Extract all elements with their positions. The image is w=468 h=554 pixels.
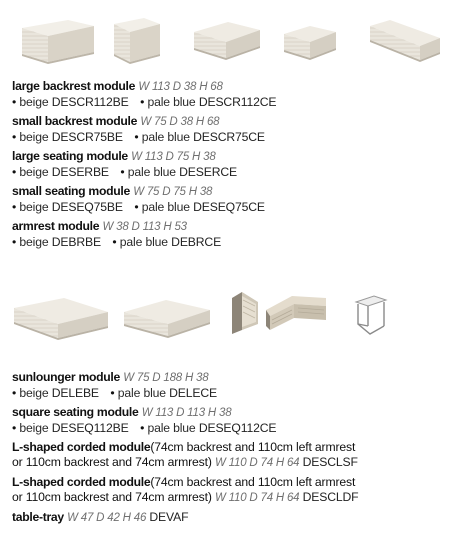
product-entry-l-shaped-right [12, 475, 464, 506]
variant-color: pale blue [127, 165, 176, 179]
variant-color: pale blue [147, 421, 196, 435]
bullet-icon: • [12, 200, 17, 214]
bullet-icon: • [134, 130, 139, 144]
variant-code: DESCR112CE [198, 95, 277, 109]
product-name: large seating module [12, 149, 128, 163]
bullet-icon: • [12, 421, 17, 435]
variant-color: beige [19, 235, 49, 249]
bullet-icon: • [120, 165, 125, 179]
product-code: DESCLDF [302, 490, 359, 504]
product-dimensions: W 113 D 75 H 38 [131, 151, 216, 163]
variant-code: DESEQ75CE [193, 200, 265, 214]
variant-code: DESERBE [51, 165, 109, 179]
large-seating-module-image [190, 16, 264, 64]
product-name: table-tray [12, 510, 64, 524]
product-entry [12, 114, 464, 145]
variant-color: pale blue [147, 95, 196, 109]
variant-code: DEBRCE [171, 235, 222, 249]
bullet-icon: • [12, 235, 17, 249]
bullet-icon: • [112, 235, 117, 249]
product-entry [12, 149, 464, 180]
product-entry [12, 219, 464, 250]
table-tray-image [350, 294, 390, 338]
product-code: DEVAF [149, 510, 189, 524]
variant-code: DESCR75CE [193, 130, 265, 144]
variant-code: DESCR75BE [51, 130, 123, 144]
product-dimensions: W 75 D 188 H 38 [123, 372, 209, 384]
product-name: L-shaped corded module [12, 475, 151, 489]
large-backrest-module-image [18, 14, 98, 66]
variant-color: beige [19, 130, 49, 144]
product-entry-sunlounger [12, 370, 464, 401]
variant-code: DELEBE [51, 386, 99, 400]
product-name: sunlounger module [12, 370, 120, 384]
bullet-icon: • [12, 130, 17, 144]
variant-code: DESEQ112BE [51, 421, 129, 435]
top-product-images [0, 0, 468, 72]
product-description: (74cm backrest and 110cm left armrest [150, 440, 356, 454]
product-code: DESCLSF [302, 455, 358, 469]
product-entry-table-tray [12, 510, 464, 526]
product-name: square seating module [12, 405, 139, 419]
bottom-product-list [12, 370, 464, 526]
variant-code: DESEQ112CE [198, 421, 277, 435]
variant-color: beige [19, 421, 49, 435]
variant-color: beige [19, 95, 49, 109]
variant-color: pale blue [117, 386, 166, 400]
variant-code: DEBRBE [51, 235, 101, 249]
bullet-icon: • [140, 421, 145, 435]
bottom-product-images [0, 284, 468, 350]
product-dimensions: W 75 D 75 H 38 [133, 186, 213, 198]
product-name: large backrest module [12, 79, 136, 93]
sunlounger-module-image [12, 294, 110, 342]
variant-code: DESEQ75BE [51, 200, 123, 214]
small-seating-module-image [280, 20, 340, 62]
product-dimensions: W 113 D 38 H 68 [138, 81, 223, 93]
variant-code: DELECE [169, 386, 218, 400]
product-entry-square-seating [12, 405, 464, 436]
product-dimensions: W 113 D 113 H 38 [141, 407, 232, 419]
product-description: or 110cm backrest and 74cm armrest) [12, 490, 212, 504]
variant-code: DESCR112BE [51, 95, 129, 109]
armrest-module-image [366, 14, 444, 64]
product-dimensions: W 75 D 38 H 68 [140, 116, 220, 128]
product-name: L-shaped corded module [12, 440, 151, 454]
product-dimensions: W 38 D 113 H 53 [102, 221, 187, 233]
bullet-icon: • [140, 95, 145, 109]
product-entry [12, 184, 464, 215]
variant-color: pale blue [141, 200, 190, 214]
product-name: small seating module [12, 184, 130, 198]
bullet-icon: • [134, 200, 139, 214]
product-name: small backrest module [12, 114, 138, 128]
product-dimensions: W 110 D 74 H 64 [215, 457, 300, 469]
variant-color: beige [19, 386, 49, 400]
bullet-icon: • [110, 386, 115, 400]
variant-color: beige [19, 200, 49, 214]
variant-color: beige [19, 165, 49, 179]
variant-color: pale blue [119, 235, 168, 249]
bullet-icon: • [12, 386, 17, 400]
square-seating-module-image [122, 294, 212, 340]
product-entry [12, 79, 464, 110]
small-backrest-module-image [108, 12, 164, 66]
product-dimensions: W 110 D 74 H 64 [215, 492, 300, 504]
product-description: (74cm backrest and 110cm left armrest [150, 475, 356, 489]
top-product-list [12, 79, 464, 250]
product-dimensions: W 47 D 42 H 46 [67, 512, 147, 524]
product-entry-l-shaped-left [12, 440, 464, 471]
variant-code: DESERCE [179, 165, 238, 179]
bullet-icon: • [12, 165, 17, 179]
bullet-icon: • [12, 95, 17, 109]
l-shaped-corded-module-left-image [228, 290, 260, 336]
product-name: armrest module [12, 219, 100, 233]
variant-color: pale blue [141, 130, 190, 144]
l-shaped-corded-module-right-image [264, 292, 330, 332]
product-description: or 110cm backrest and 74cm armrest) [12, 455, 212, 469]
